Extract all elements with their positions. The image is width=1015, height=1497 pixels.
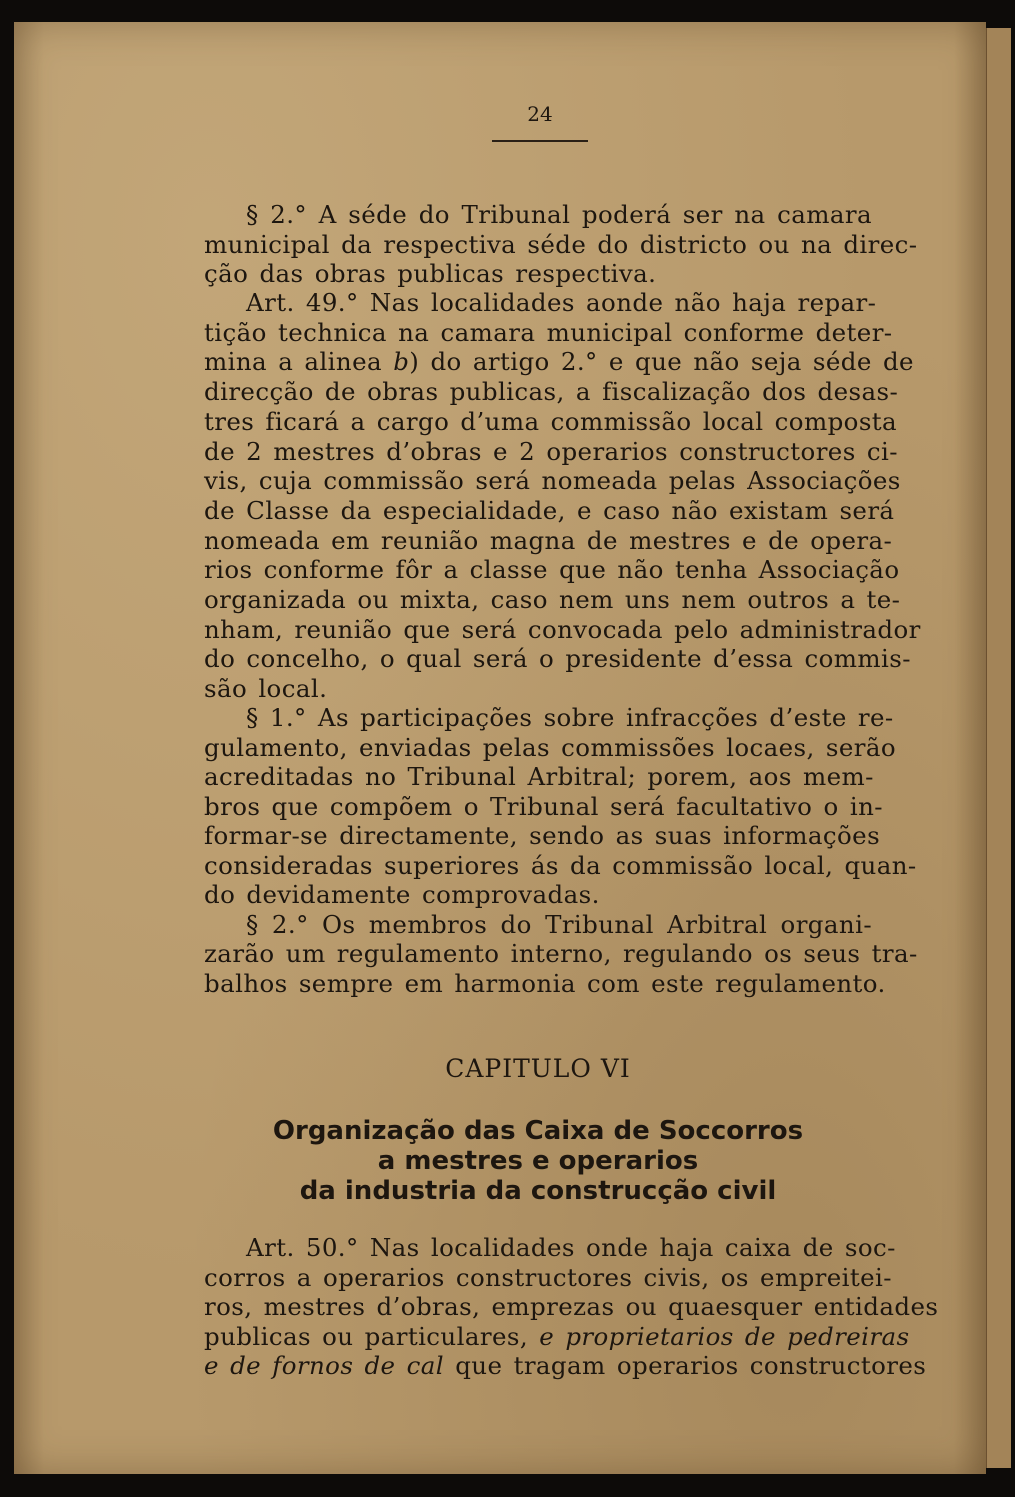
article-49-line: de Classe da especialidade, e caso não existam será (204, 496, 895, 525)
article-49-line: organizada ou mixta, caso nem uns nem outros a te- (204, 585, 901, 614)
page-number: 24 (527, 102, 553, 126)
paragraph-1-line: § 1.° As participações sobre infracções d’este re- (246, 703, 894, 732)
article-50-line: corros a operarios constructores civis, os empreitei- (204, 1263, 892, 1292)
page-number-rule (492, 140, 588, 142)
article-49-line: de 2 mestres d’obras e 2 operarios constructores ci- (204, 437, 898, 466)
paragraph-2b-line: zarão um regulamento interno, regulando os seus tra- (204, 939, 918, 968)
chapter-subtitle: Organização das Caixa de Soccorros (272, 1116, 804, 1146)
article-49-line: Art. 49.° Nas localidades aonde não haja repar- (246, 288, 877, 317)
paragraph-1-line: gulamento, enviadas pelas commissões locaes, serão (204, 733, 897, 762)
paragraph-1-line: do devidamente comprovadas. (204, 880, 600, 909)
paragraph-2-line: ção das obras publicas respectiva. (204, 259, 657, 288)
article-49-line: rios conforme fôr a classe que não tenha Associação (204, 555, 900, 584)
article-49-line: tição technica na camara municipal conforme deter- (204, 318, 893, 347)
chapter-subtitle: da industria da construcção civil (299, 1176, 777, 1206)
article-50-line: e de fornos de cal que tragam operarios constructores (204, 1351, 927, 1380)
chapter-title: CAPITULO VI (445, 1054, 631, 1083)
paragraph-2-line: § 2.° A séde do Tribunal poderá ser na camara (246, 200, 872, 229)
article-50-line: publicas ou particulares, e proprietarios de pedreiras (204, 1322, 910, 1351)
adjacent-page-edge (986, 28, 1011, 1468)
article-49-line: são local. (204, 674, 328, 703)
article-50-line: ros, mestres d’obras, emprezas ou quaesquer entidades (204, 1292, 939, 1321)
article-49-line: nham, reunião que será convocada pelo administrador (204, 615, 921, 644)
paragraph-1-line: consideradas superiores ás da commissão local, quan- (204, 851, 917, 880)
article-49-line: nomeada em reunião magna de mestres e de opera- (204, 526, 893, 555)
article-49-line: mina a alinea b) do artigo 2.° e que não seja séde de (204, 347, 914, 376)
paragraph-2b-line: § 2.° Os membros do Tribunal Arbitral organi- (246, 910, 872, 939)
paragraph-2b-line: balhos sempre em harmonia com este regulamento. (204, 969, 886, 998)
paragraph-1-line: formar-se directamente, sendo as suas informações (204, 821, 881, 850)
paragraph-1-line: acreditadas no Tribunal Arbitral; porem, aos mem- (204, 762, 874, 791)
paragraph-1-line: bros que compõem o Tribunal será facultativo o in- (204, 792, 883, 821)
article-49-line: direcção de obras publicas, a fiscalização dos desas- (204, 377, 899, 406)
article-49-line: vis, cuja commissão será nomeada pelas Associações (204, 466, 901, 495)
article-50-line: Art. 50.° Nas localidades onde haja caixa de soc- (246, 1233, 896, 1262)
article-49-line: tres ficará a cargo d’uma commissão local composta (204, 407, 898, 436)
chapter-subtitle: a mestres e operarios (377, 1146, 699, 1176)
paragraph-2-line: municipal da respectiva séde do districto ou na direc- (204, 230, 918, 259)
article-49-line: do concelho, o qual será o presidente d’essa commis- (204, 644, 911, 673)
